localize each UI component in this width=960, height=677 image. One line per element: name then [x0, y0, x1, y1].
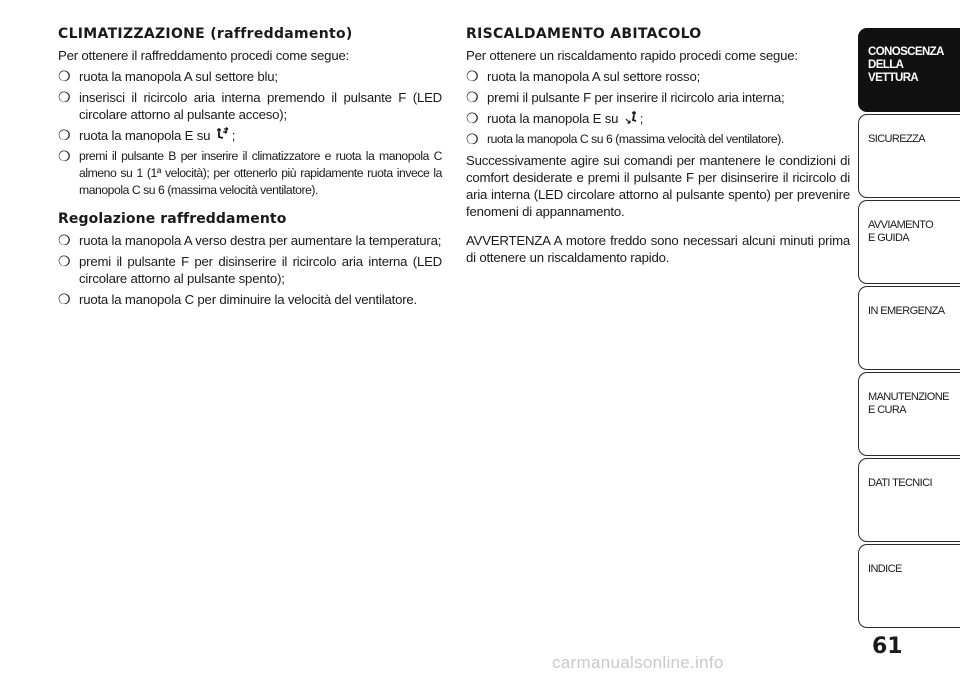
- tab-avviamento-e-guida[interactable]: [858, 200, 960, 284]
- bullet-icon: ❍: [466, 131, 479, 147]
- tab-label: IN EMERGENZA: [868, 305, 945, 317]
- watermark: carmanualsonline.info: [552, 653, 724, 672]
- intro-text: Per ottenere un riscaldamento rapido procedi come segue:: [466, 48, 798, 63]
- list-item: ❍ premi il pulsante F per inserire il ricircolo aria interna;: [466, 89, 785, 105]
- tab-manutenzione-e-cura[interactable]: [858, 372, 960, 456]
- regulation-steps-list: [58, 232, 442, 308]
- bullet-icon: ❍: [466, 68, 479, 84]
- bullet-icon: ❍: [58, 291, 71, 307]
- list-item: ❍ ruota la manopola A verso destra per aumentare la temperatura;: [58, 232, 442, 248]
- body-paragraph: Successivamente agire sui comandi per mantenere le condizioni di comfort desiderate e premi il pulsante F per disinserire il ricircolo di aria interna (LED circolare attorno al pulsante spento) per prevenire fenomeni di appannamento.: [466, 153, 850, 219]
- bullet-icon: ❍: [58, 127, 71, 143]
- section-title-climatizzazione: CLIMATIZZAZIONE (raffreddamento): [58, 26, 353, 42]
- bullet-icon: ❍: [58, 232, 71, 248]
- list-item: ❍ premi il pulsante F per disinserire il ricircolo aria interna (LED circolare attorno al pulsante spento);: [58, 253, 442, 286]
- tab-label: MANUTENZIONE E CURA: [868, 391, 949, 416]
- bullet-icon: ❍: [466, 89, 479, 105]
- cooling-steps-list: [58, 68, 442, 199]
- bullet-icon: ❍: [58, 68, 71, 84]
- tab-label: INDICE: [868, 563, 902, 575]
- list-item: ❍ ruota la manopola C per diminuire la velocità del ventilatore.: [58, 291, 417, 307]
- tab-sicurezza[interactable]: [858, 114, 960, 198]
- tab-indice[interactable]: [858, 544, 960, 628]
- chapter-tabs: [858, 28, 960, 630]
- tab-label: CONOSCENZA DELLA VETTURA: [868, 46, 944, 84]
- subsection-title-regolazione: Regolazione raffreddamento: [58, 211, 287, 227]
- section-title-riscaldamento: RISCALDAMENTO ABITACOLO: [466, 26, 702, 42]
- intro-text: Per ottenere il raffreddamento procedi come segue:: [58, 48, 350, 63]
- list-item: ❍ ruota la manopola A sul settore blu;: [58, 68, 278, 84]
- tab-dati-tecnici[interactable]: [858, 458, 960, 542]
- right-column: [466, 26, 850, 270]
- face-vent-icon: [216, 127, 230, 142]
- bullet-icon: ❍: [58, 89, 71, 105]
- feet-vent-icon: [624, 110, 638, 125]
- warning-note: AVVERTENZA A motore freddo sono necessari alcuni minuti prima di ottenere un riscaldamento rapido.: [466, 233, 850, 265]
- bullet-icon: ❍: [58, 253, 71, 269]
- list-item: ❍ inserisci il ricircolo aria interna premendo il pulsante F (LED circolare attorno al pulsante acceso);: [58, 89, 442, 122]
- tab-in-emergenza[interactable]: [858, 286, 960, 370]
- list-item: ❍ ruota la manopola A sul settore rosso;: [466, 68, 701, 84]
- left-column: [58, 26, 442, 312]
- tab-label: SICUREZZA: [868, 133, 925, 145]
- tab-label: DATI TECNICI: [868, 477, 932, 489]
- list-item: ❍ ruota la manopola E su ;: [466, 110, 644, 126]
- bullet-icon: ❍: [466, 110, 479, 126]
- tab-conoscenza-della-vettura[interactable]: [858, 28, 960, 112]
- tab-label: AVVIAMENTO E GUIDA: [868, 219, 934, 244]
- list-item: ❍ ruota la manopola C su 6 (massima velocità del ventilatore).: [466, 131, 784, 147]
- list-item: ❍ premi il pulsante B per inserire il climatizzatore e ruota la manopola C almeno su 1 (1ª velocità); per ottenerlo più rapidamente ruota invece la manopola C su 6 (massima velocità ventilatore).: [58, 148, 442, 197]
- list-item: ❍ ruota la manopola E su ;: [58, 127, 236, 143]
- page-number: 61: [872, 634, 903, 659]
- bullet-icon: ❍: [58, 148, 71, 164]
- heating-steps-list: [466, 68, 850, 148]
